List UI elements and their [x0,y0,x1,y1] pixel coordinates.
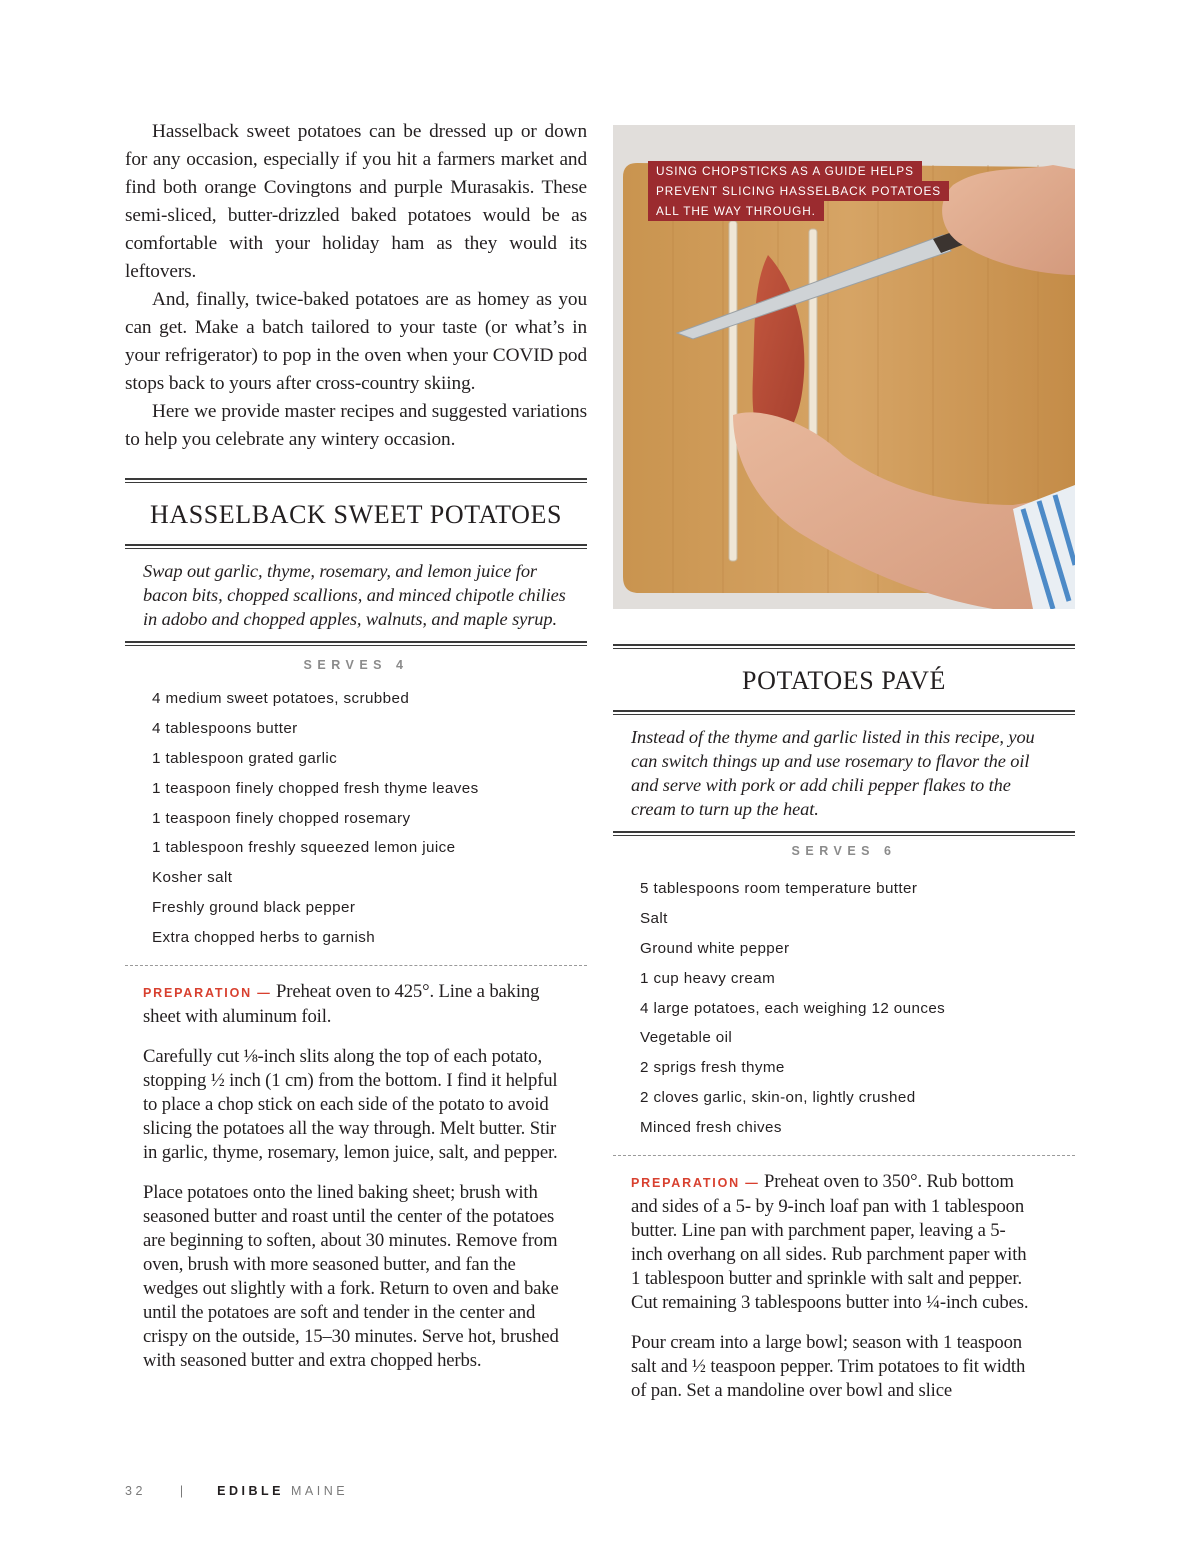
footer-separator: | [179,1484,184,1498]
ingredient-item: Extra chopped herbs to garnish [152,929,376,947]
right-column [613,644,1075,1419]
ingredient-list-pave [613,874,1075,1143]
recipe-title-pave: POTATOES PAVÉ [742,666,946,695]
ingredient-item: Ground white pepper [640,939,790,957]
ingredient-item: Salt [640,909,668,927]
intro-paragraph: Hasselback sweet potatoes can be dressed up or down for any occasion, especially if you hit a farmers market and find both orange Covingtons and purple Murasakis. These semi-sliced, butter-drizzled baked potatoes would be as comfortable with your holiday ham as they would its leftovers. [125,121,587,282]
prep-paragraph: PREPARATION — Preheat oven to 425°. Line a baking sheet with aluminum foil. [143,981,540,1028]
recipe-subtitle-pave: Instead of the thyme and garlic listed in this recipe, you can switch things up and use rosemary to flavor the oil and serve with pork or add chili pepper flakes to the cream to turn up the heat. [631,727,1035,819]
ingredient-item: 2 sprigs fresh thyme [640,1059,785,1077]
prep-paragraph: Pour cream into a large bowl; season with 1 teaspoon salt and ½ teaspoon pepper. Trim potatoes to fit width of pan. Set a mandoline over bowl and slice [631,1332,1026,1402]
left-column [125,118,587,1389]
ingredient-item: Minced fresh chives [640,1119,782,1137]
ingredient-item: 1 teaspoon finely chopped fresh thyme leaves [152,779,479,797]
ingredient-item: 1 tablespoon freshly squeezed lemon juice [152,839,456,857]
prep-paragraph: Place potatoes onto the lined baking sheet; brush with seasoned butter and roast until the center of the potatoes are beginning to soften, about 30 minutes. Remove from oven, brush with more seasoned butter, and fan the wedges out slightly with a fork. Return to oven and bake until the potatoes are soft and tender in the center and crispy on the outside, 15–30 minutes. Serve hot, brushed with seasoned butter and extra chopped herbs. [143,1182,559,1372]
recipe-subtitle-hasselback: Swap out garlic, thyme, rosemary, and lemon juice for bacon bits, chopped scallions, and minced chipotle chilies in adobo and chopped apples, walnuts, and maple syrup. [143,561,566,629]
ingredient-item: Kosher salt [152,869,233,887]
prep-paragraph: PREPARATION — Preheat oven to 350°. Rub bottom and sides of a 5- by 9-inch loaf pan with 1 tablespoon butter. Line pan with parchment paper, leaving a 5-inch overhang on all sides. Rub parchment paper with 1 tablespoon butter and sprinkle with salt and pepper. Cut remaining 3 tablespoons butter into ¼-inch cubes. [631,1171,1029,1314]
ingredient-item: 1 cup heavy cream [640,969,776,987]
page-footer [125,1484,348,1498]
serves-label-hasselback: SERVES 4 [303,658,409,672]
intro-paragraph: And, finally, twice-baked potatoes are as homey as you can get. Make a batch tailored to your taste (or what’s in your refrigerator) to pop in the oven when your COVID pod stops back to yours after cross-country skiing. [125,289,587,394]
photo-caption [648,161,949,221]
preparation-label: PREPARATION — [631,1176,760,1191]
caption-line: USING CHOPSTICKS AS A GUIDE HELPS [648,161,922,181]
recipe-photo [613,125,1075,609]
preparation-hasselback [125,980,587,1373]
ingredient-item: 4 tablespoons butter [152,719,298,737]
ingredient-list-hasselback [125,684,587,953]
prep-paragraph: Carefully cut ⅛-inch slits along the top of each potato, stopping ½ inch (1 cm) from the bottom. I find it helpful to place a chop stick on each side of the potato to avoid slicing the potatoes all the way through. Melt butter. Stir in garlic, thyme, rosemary, lemon juice, salt, and pepper. [143,1046,558,1164]
ingredient-item: 4 medium sweet potatoes, scrubbed [152,690,410,707]
ingredient-item: Freshly ground black pepper [152,899,356,917]
preparation-label: PREPARATION — [143,986,272,1001]
ingredient-item: 4 large potatoes, each weighing 12 ounces [640,999,946,1017]
serves-label-pave: SERVES 6 [791,844,897,858]
page-number: 32 [125,1484,146,1498]
magazine-brand-bold: EDIBLE [217,1484,284,1498]
ingredient-item: 2 cloves garlic, skin-on, lightly crushed [640,1089,916,1107]
caption-line: ALL THE WAY THROUGH. [648,201,824,221]
preparation-pave [613,1170,1075,1403]
intro-text [125,118,587,454]
ingredient-item: 5 tablespoons room temperature butter [640,880,918,897]
ingredient-item: 1 tablespoon grated garlic [152,749,338,767]
recipe-title-hasselback: HASSELBACK SWEET POTATOES [149,500,563,529]
ingredient-item: 1 teaspoon finely chopped rosemary [152,809,411,827]
caption-line: PREVENT SLICING HASSELBACK POTATOES [648,181,949,201]
ingredient-item: Vegetable oil [640,1029,733,1047]
intro-paragraph: Here we provide master recipes and suggested variations to help you celebrate any wintery occasion. [125,401,587,450]
magazine-brand-light: MAINE [290,1484,349,1498]
